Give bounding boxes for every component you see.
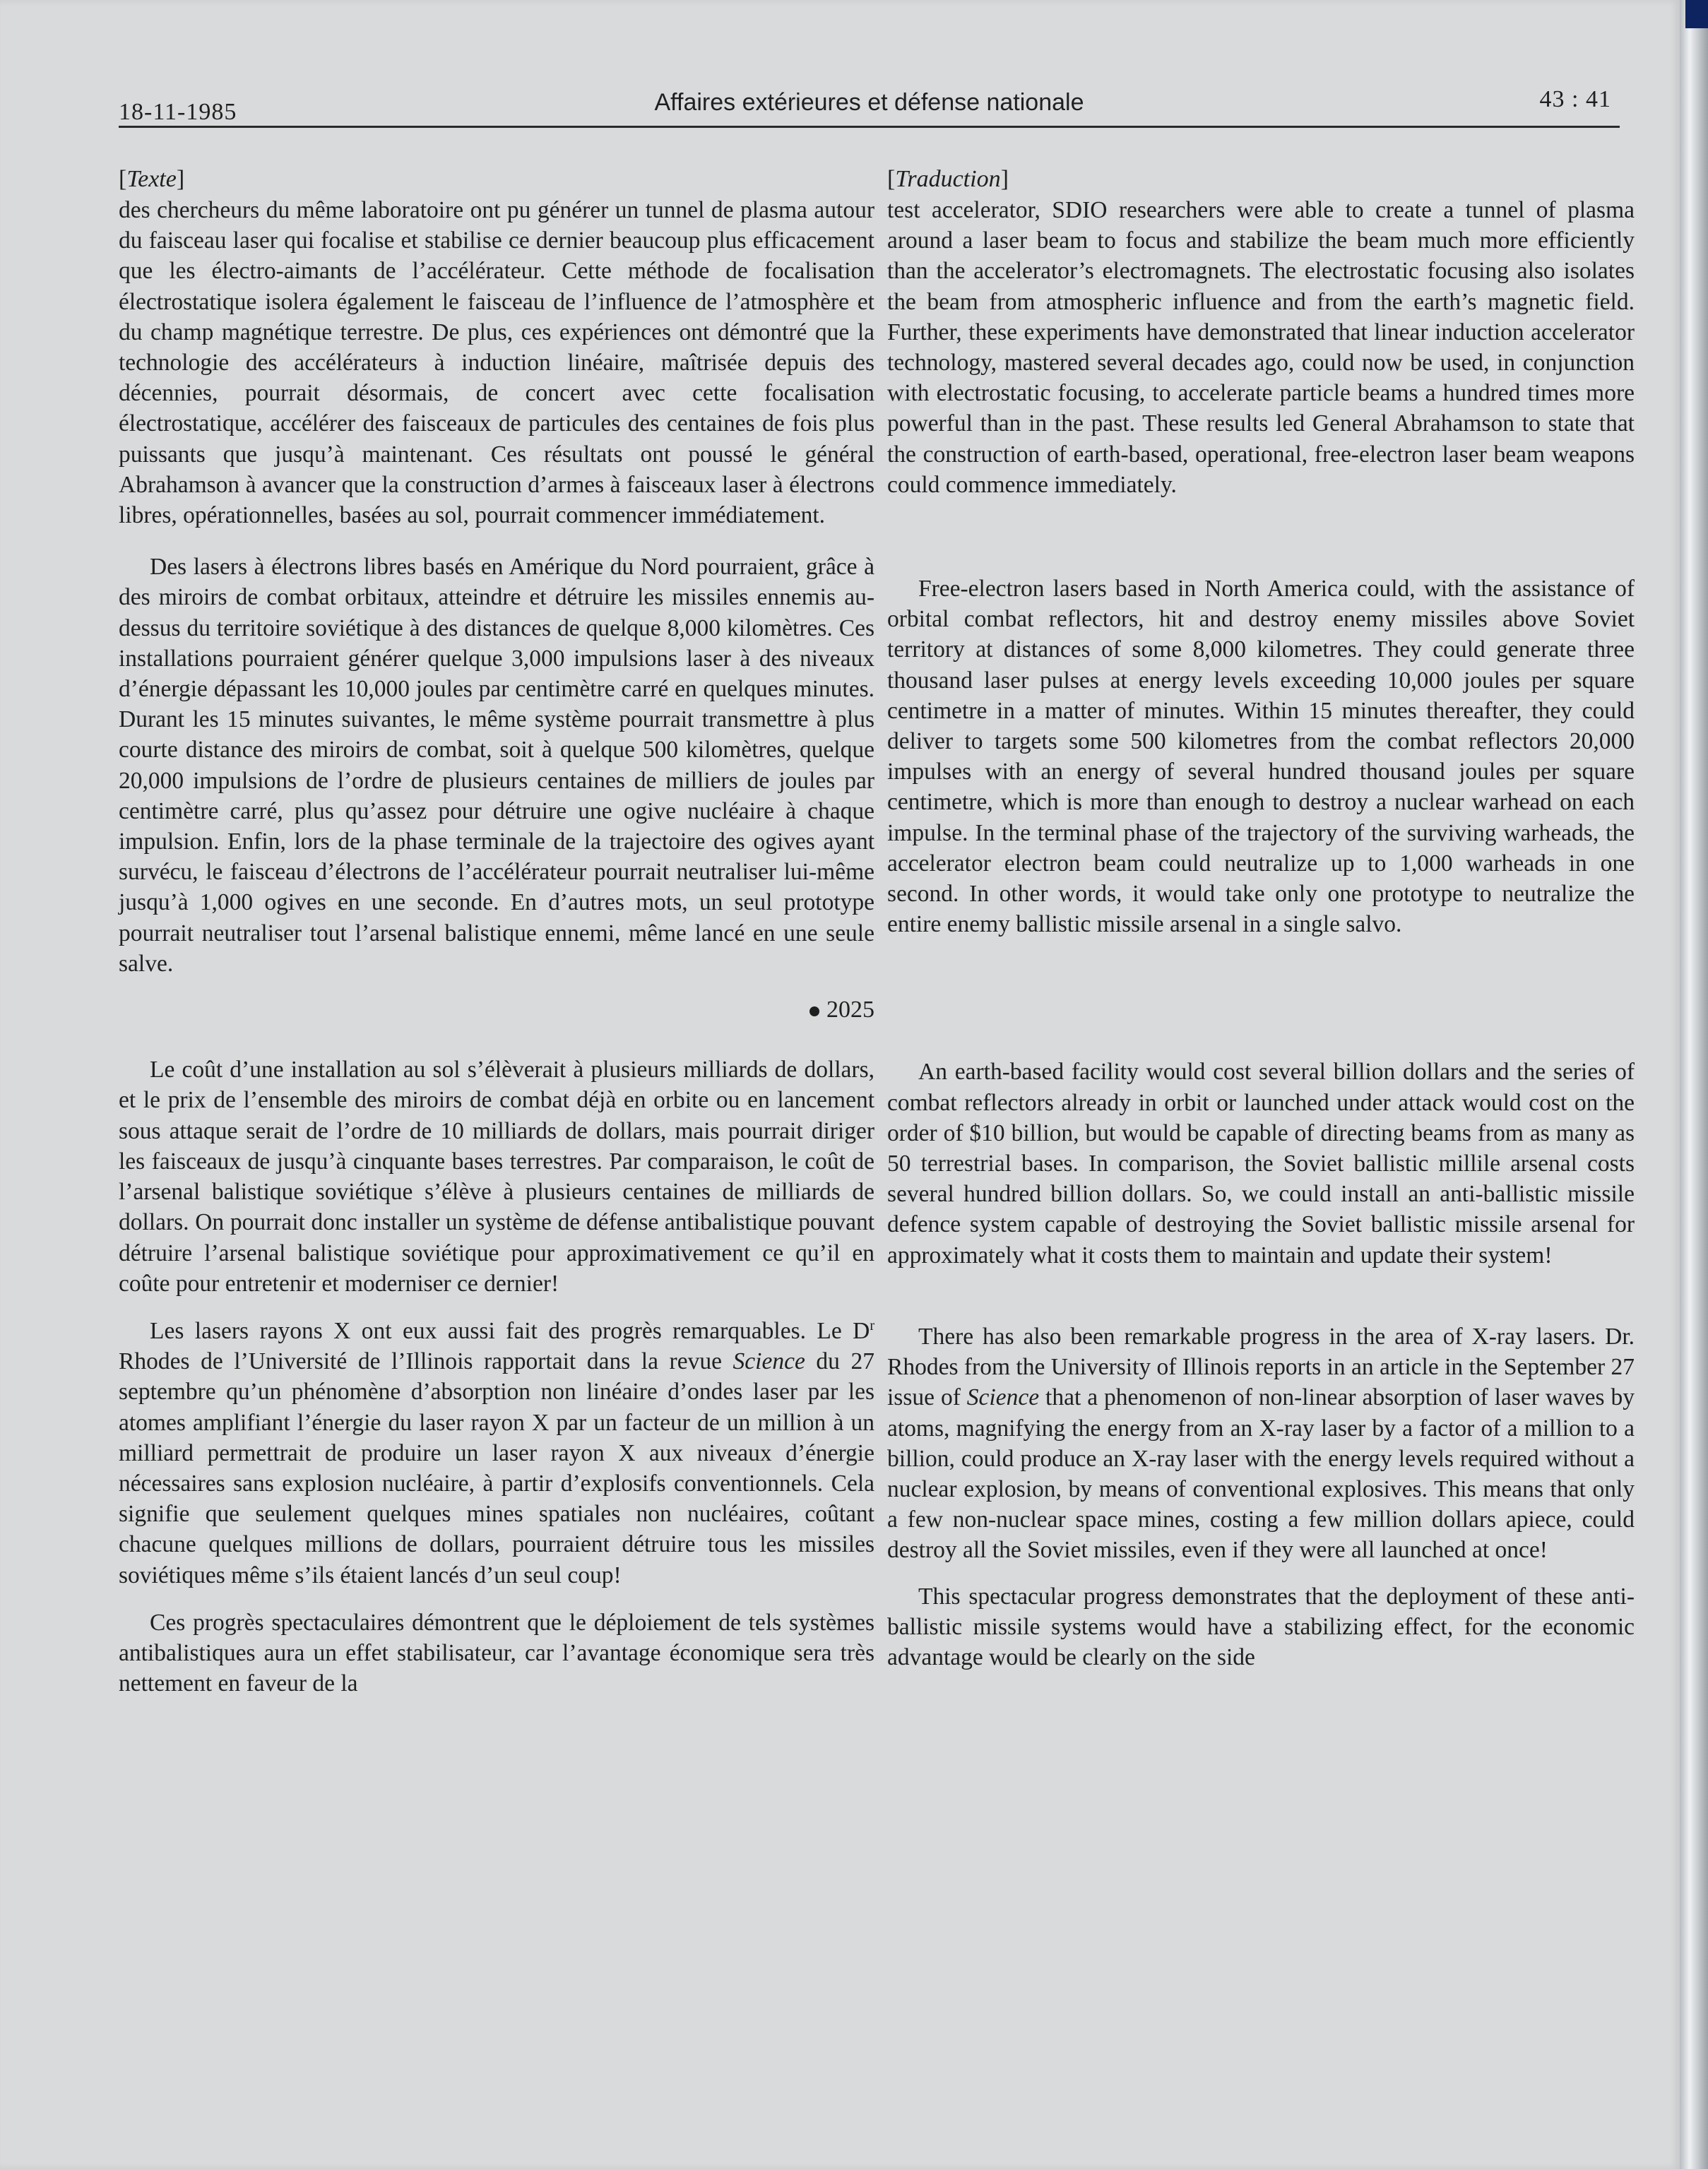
right-paragraph-1: test accelerator, SDIO researchers were able to create a tunnel of plasma around a laser beam to focus and stabilize the beam much more efficiently than the accelerator’s electromagnets. The electrostatic focusing also isolates the beam from atmospheric influence and from the earth’s magnetic field. Further, these experiments have demonstrated that linear induction accelerator technology, mastered several decades ago, could now be used, in conjunction with electrostatic focusing, to accelerate particle beams a hundred times more powerful than in the past. These results led General Abrahamson to state that the construction of earth-based, operational, free-electron laser beam weapons could commence immediately. — [887, 197, 1635, 498]
page-edge — [1680, 0, 1708, 2169]
page-header — [119, 83, 1620, 128]
left-paragraph-1: des chercheurs du même laboratoire ont pu générer un tunnel de plasma autour du faisceau laser qui focalise et stabilise ce dernier beaucoup plus efficacement que les électro-aimants de l’accélérateur. Cette méthode de focalisation électrostatique isolera également le faisceau de l’influence de l’atmosphère et du champ magnétique terrestre. De plus, ces expériences ont démontré que la technologie des accélérateurs à induction linéaire, maîtrisée depuis des décennies, pourrait désormais, de concert avec cette focalisation électrostatique, accélérer des faisceaux de particules des centaines de fois plus puissants que jusqu’à maintenant. Ces résultats ont poussé le général Abrahamson à avancer que la construction d’armes à faisceaux laser à électrons libres, opérationnelles, basées au sol, pourrait commencer immédiatement. — [119, 197, 874, 529]
left-paragraph-2: Des lasers à électrons libres basés en Amérique du Nord pourraient, grâce à des miroirs de combat orbitaux, atteindre et détruire les missiles ennemis au-dessus du territoire soviétique à des distances de quelque 8,000 kilomètres. Ces installations pourraient générer quelque 3,000 impulsions laser à des niveaux d’énergie dépassant les 10,000 joules par centimètre carré en quelques minutes. Durant les 15 minutes suivantes, le même système pourrait transmettre à plus courte distance des miroirs de combat, soit à quelque 500 kilomètres, quelque 20,000 impulsions de l’ordre de plusieurs centaines de milliers de joules par centimètre carré, plus qu’assez pour détruire une ogive nucléaire à chaque impulsion. Enfin, lors de la phase terminale de la trajectoire des ogives ayant survécu, le faisceau d’électrons de l’accélérateur pourrait neutraliser lui-même jusqu’à 1,000 ogives en une seconde. En d’autres mots, un seul prototype pourrait neutraliser tout l’arsenal balistique ennemi, même lancé en une seule salve. — [119, 554, 874, 977]
left-paragraph-4: Les lasers rayons X ont eux aussi fait des progrès remarquables. Le $D^r$ Rhodes de l’Université de l’Illinois rapportait dans la revue Science du 27 septembre qu’un phénomène d’absorption non linéaire d’ondes laser par les atomes amplifiant l’énergie du laser rayon X par un facteur de un million à un milliard permettrait de produire un laser rayon X aux niveaux d’énergie nécessaires sans explosion nucléaire, à partir d’explosifs conventionnels. Cela signifie que seulement quelques mines spatiales non nucléaires, coûtant chacune quelques millions de dollars, pourraient détruire tous les missiles soviétiques même s’ils étaient lancés d’un seul coup! — [119, 1317, 874, 1588]
right-paragraph-4: There has also been remarkable progress in the area of X-ray lasers. Dr. Rhodes from the University of Illinois reports in an article in the September 27 issue of Science that a phenomenon of non-linear absorption of laser waves by atoms, magnifying the energy from an X-ray laser by a factor of a million to a billion, could produce an X-ray laser with the energy levels required without a nuclear explosion, by means of conventional explosives. This means that only a few non-nuclear space mines, costing a few million dollars apiece, could destroy all the Soviet missiles, even if they were all launched at once! — [887, 1323, 1635, 1564]
left-paragraph-3: Le coût d’une installation au sol s’élèverait à plusieurs milliards de dollars, et le prix de l’ensemble des miroirs de combat déjà en orbite ou en lancement sous attaque serait de l’ordre de 10 milliards de dollars, mais pourrait diriger les faisceaux de jusqu’à cinquante bases terrestres. Par comparaison, le coût de l’arsenal balistique soviétique s’élève à plusieurs centaines de milliards de dollars. On pourrait donc installer un système de défense antibalistique pouvant détruire l’arsenal balistique soviétique pour approximativement ce qu’il en coûte pour entretenir et moderniser ce dernier! — [119, 1057, 874, 1297]
right-column-english — [887, 164, 1635, 1672]
left-paragraph-5: Ces progrès spectaculaires démontrent que le déploiement de tels systèmes antibalistiques aura un effet stabilisateur, car l’avantage économique sera très nettement en faveur de la — [119, 1609, 874, 1697]
header-page-number: 43 : 41 — [1539, 86, 1611, 112]
header-title: Affaires extérieures et défense nationale — [654, 89, 1084, 116]
header-date: 18-11-1985 — [119, 99, 237, 125]
time-marker: 2025 — [119, 994, 874, 1025]
right-paragraph-3: An earth-based facility would cost several billion dollars and the series of combat reflectors already in orbit or launched under attack would cost on the order of $10 billion, but would be capable of directing beams from as many as 50 terrestrial bases. In comparison, the Soviet ballistic millile arsenal costs several hundred billion dollars. So, we could install an anti-ballistic missile defence system capable of destroying the Soviet ballistic missile arsenal for approximately what it costs them to maintain and update their system! — [887, 1059, 1635, 1268]
left-column-label: [Texte] — [119, 166, 185, 192]
left-column-french — [119, 164, 874, 1699]
right-column-label: [Traduction] — [887, 166, 1009, 192]
binding-tab — [1685, 0, 1708, 28]
right-paragraph-2: Free-electron lasers based in North America could, with the assistance of orbital combat reflectors, hit and destroy enemy missiles above Soviet territory at distances of some 8,000 kilometres. They could generate three thousand laser pulses at energy levels exceeding 10,000 joules per square centimetre in a matter of minutes. Within 15 minutes thereafter, they could deliver to targets some 500 kilometres from the combat reflectors 20,000 impulses with an energy of several hundred thousand joules per square centimetre, which is more than enough to destroy a nuclear warhead on each impulse. In the terminal phase of the trajectory of the surviving warheads, the accelerator electron beam could neutralize up to 1,000 warheads in one second. In other words, it would take only one prototype to neutralize the entire enemy ballistic missile arsenal in a single salvo. — [887, 576, 1635, 938]
right-paragraph-5: This spectacular progress demonstrates that the deployment of these anti-ballistic missile systems would have a stabilizing effect, for the economic advantage would be clearly on the side — [887, 1583, 1635, 1670]
bullet-icon — [809, 1006, 819, 1016]
